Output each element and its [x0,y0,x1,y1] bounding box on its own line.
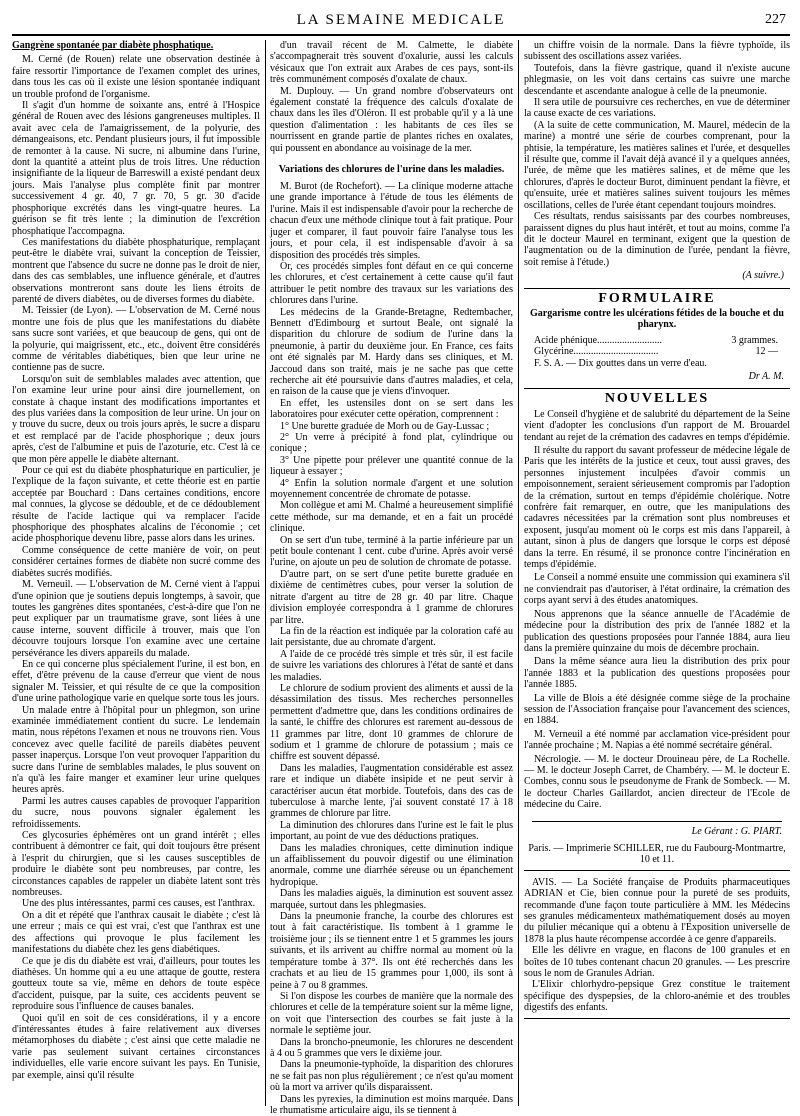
paragraph: Dans la pneumonie-typhoïde, la disparition des chlorures ne se fait pas non plus régulièrement ; ce n'est qu'au moment où la mort va arriver qu'ils disparaissent. [270,1059,513,1094]
column-1 [12,40,260,1106]
paragraph: En effet, les ustensiles dont on se sert dans les laboratoires pour exécuter cette opération, comprennent : [270,397,513,421]
paragraph: Dans les maladies chroniques, cette diminution indique un affaiblissement du pouvoir digestif ou une élimination anormale, comme une diarrhée séreuse ou un épanchement hydropique. [270,842,513,888]
news-item: M. Verneuil a été nommé par acclamation vice-président pour l'année prochaine ; M. Napias a été nommé secrétaire général. [524,728,790,752]
column-rule [265,40,266,1106]
paragraph: 2° Un verre à précipité à fond plat, cylindrique ou conique ; [270,432,513,455]
ad-paragraph: L'Elixir chlorhydro-pepsique Grez constitue le traitement spécifique des dyspepsies, de la chloro-anémie et des troubles digestifs des enfants. [524,979,790,1014]
nouvelles-title: NOUVELLES [524,388,790,404]
section-title: Variations des chlorures de l'urine dans les maladies. [278,164,505,176]
formula-instruction: F. S. A. — Dix gouttes dans un verre d'eau. [534,357,707,369]
formula-qty: 3 grammes. [731,334,778,346]
paragraph: Lorsqu'on suit de semblables malades avec attention, que l'on examine leur urine pour ainsi dire journellement, on constate à chaque instant des modifications importantes et des plus variées dans la composition de leur urine. Un jour on y trouve du sucre, deux ou trois jours après, le sucre a disparu et est remplacé par de l'acide phosphorique ; deux jours après, c'est de l'albumine et puis de l'azoturie, etc. C'est là ce que mon père appelle le diabète alternant. [12,373,260,465]
paragraph: A l'aide de ce procédé très simple et très sûr, il est facile de suivre les variations des chlorures à l'état de santé et dans les maladies. [270,648,513,683]
paragraph: On se sert d'un tube, terminé à la partie inférieure par un petit boule contenant 1 cent. cube d'urine. Après avoir versé l'urine, on ajoute un peu de solution de chromate de potasse. [270,534,513,569]
a-suivre-note: (A suivre.) [742,270,784,282]
column-rule [518,40,519,1106]
formula-item: Acide phénique.......................... [534,334,663,346]
formula-qty: 12 — [755,346,778,358]
running-head [12,12,790,36]
paragraph: Si l'on dispose les courbes de manière que la normale des chlorures et celle de la température soient sur la même ligne, on voit que l'intersection des courbes se fait juste à la normale le septième jour. [270,990,513,1037]
paragraph: Il sera utile de poursuivre ces recherches, en vue de déterminer la cause exacte de ces variations. [524,97,790,120]
paragraph: M. Duplouy. — Un grand nombre d'observateurs ont également constaté la fréquence des calculs d'oxalate de chaux dans les îles d'Oléron. Il est probable qu'il y a là une question d'alimentation : les habitants de ces îles se nourrissent en grande partie de plantes riches en oxalates, qui poussent en abondance au voisinage de la mer. [270,85,513,154]
paragraph: Ce que je dis du diabète est vrai, d'ailleurs, pour toutes les diathèses. Un homme qui a eu une attaque de goutte, restera goutteux toute sa vie, même en dehors de toute espèce d'accident, puisque, par la suite, ces accidents peuvent se reproduire sous l'influence de causes banales. [12,955,260,1013]
paragraph: Pour ce qui est du diabète phosphaturique en particulier, je l'explique de la façon suivante, et cette théorie est en partie acceptée par Bouchard : Dans certaines conditions, encore mal connues, la glycose se dédouble, et de ce dédoublement résulte de l'acide lactique qui va remplacer l'acide phosphorique des phosphates alcalins de l'économie ; cet acide phosphorique devenu libre, passe alors dans les urines. [12,465,260,545]
paragraph: Parmi les autres causes capables de provoquer l'apparition du sucre, nous pouvons signaler également les refroidissements. [12,795,260,830]
paragraph: Dans la pneumonie franche, la courbe des chlorures est tout à fait caractéristique. Ils tombent à 1 gramme le troisième jour ; ils se tiennent entre 1 et 5 grammes les jours suivants, et ils arrivent au chiffre normal au moment où la température tombe à 37°. Ils ont été recherchés dans les crachats et au lieu de 15 grammes pour 1,000, ils sont à peine à 7 ou 8 grammes. [270,911,513,991]
paragraph: Dans les maladies aiguës, la diminution est souvent assez marquée, surtout dans les phlegmasies. [270,888,513,911]
paragraph: (A la suite de cette communication, M. Maurel, médecin de la marine) a montré une série de courbes comprenant, pour la phtisie, la température, les matières salines et l'urée, et desquelles il résulte que, comme il l'avait déjà avancé il y a quelques années, l'urée, de même que les matières salines, et de même que les chlorures, d'après le docteur Burot, diminuent pendant la fièvre, et qu'ensuite, urée et matières salines suivent toujours les mêmes oscillations, celles de l'urée étant cependant toujours moindres. [524,119,790,211]
paragraph: M. Teissier (de Lyon). — L'observation de M. Cerné nous montre une fois de plus que les manifestations du diabète sans sucre sont variées, et que beaucoup de gens, qui ont de la polyurie, qui maigrissent, etc., etc., doivent être considérés comme de véritables diabétiques, bien que leur urine ne contienne pas de sucre. [12,305,260,374]
columns [12,40,790,1116]
paragraph: Le chlorure de sodium provient des aliments et aussi de la désassimilation des tissus. Mes recherches personnelles permettent d'admettre que, dans les conditions ordinaires de la santé, le chiffre des chlorures est rarement au-dessous de 11 grammes par litre, dont 10 grammes de chlorure de sodium et 1 gramme de chlorure de potassium ; mais ce chiffre est souvent dépassé. [270,682,513,763]
paragraph: 1° Une burette graduée de Morh ou de Gay-Lussac ; [280,420,490,432]
paragraph: Ces glycosuries éphémères ont un grand intérêt ; elles contribuent à démontrer ce fait, qui doit toujours être présent à l'esprit du chirurgien, que si les causes susceptibles de produire le diabète sont peu nombreuses, par contre, les circonstances capables de rappeler un diabète latent sont très nombreuses. [12,830,260,899]
column-3 [524,40,790,1106]
formula-line [524,335,790,346]
formulaire-subtitle: Gargarisme contre les ulcérations fétides de la bouche et du pharynx. [530,307,784,331]
ad-paragraph: AVIS. — La Société française de Produits pharmaceutiques ADRIAN et Cie, bien connue pour la pureté de ses produits, recommande d'une façon toute particulière à MM. les Médecins ses granules médicamenteux mathématiquement dosés au moyen du pilulier mécanique qui a obtenu à l'Exposition universelle de 1878 la plus haute récompense accordée à ce genre d'appareils. [524,876,790,945]
paragraph: Toutefois, dans la fièvre gastrique, quand il n'existe aucune phlegmasie, on les voit dans certains cas suivre une marche descendante et ascendante analogue à celle de la pneumonie. [524,62,790,97]
paragraph: La fin de la réaction est indiquée par la coloration café au lait persistante, due au chromate d'argent. [270,625,513,649]
formula-signature: Dr A. M. [748,370,784,382]
news-item: Nous apprenons que la séance annuelle de l'Académie de médecine pour la distribution des prix de l'année 1882 et la publication des questions proposées pour l'année 1884, aura lieu dans la première quinzaine du mois de décembre prochain. [524,608,790,654]
news-item: La ville de Blois a été désignée comme siège de la prochaine session de l'Association française pour l'avancement des sciences, en 1884. [524,692,790,727]
paragraph: Dans la broncho-pneumonie, les chlorures ne descendent à 4 ou 5 grammes que vers le dixième jour. [270,1036,513,1059]
paragraph: Une des plus intéressantes, parmi ces causes, est l'anthrax. [22,898,256,910]
paragraph: M. Verneuil. — L'observation de M. Cerné vient à l'appui d'une opinion que je soutiens depuis longtemps, à savoir, que toutes les gangrènes dites spontanées, c'est-à-dire que l'on ne peut expliquer par un traumatisme grave, sont liées à une cause interne, souvent difficile à trouver, mais que l'on découvre toujours lorsque l'on examine avec une certaine persévérance les divers appareils du malade. [12,579,260,659]
paragraph: Dans les pyrexies, la diminution est moins marquée. Dans le rhumatisme articulaire aigu, ils se tiennent à [270,1093,513,1116]
paragraph: On a dit et répété que l'anthrax causait le diabète ; c'est là une erreur ; mais ce qui est vrai, c'est que l'anthrax est une des affections qui provoque le plus facilement les manifestations du diabète chez les gens diabétiques. [12,909,260,956]
paragraph: Ces manifestations du diabète phosphaturique, remplaçant peut-être le diabète vrai, suivant la conception de Teissier, montrent que l'absence du sucre ne donne pas le droit de nier, dans des cas semblables, une influence générale, et d'autres observations montreront sans doute les liens étroits de parenté de divers diabètes, ou de diverses formes du diabète. [12,236,260,305]
paragraph: 3° Une pipette pour prélever une quantité connue de la liqueur à essayer ; [270,454,513,478]
column-2 [270,40,513,1116]
gerant-line: Le Gérant : G. PIART. [532,821,782,837]
paragraph: un chiffre voisin de la normale. Dans la fièvre typhoïde, ils subissent des oscillations assez variées. [524,40,790,63]
news-item: Nécrologie. — M. le docteur Drouineau père, de La Rochelle. — M. le docteur Joseph Carret, de Chambéry. — M. le docteur E. Combes, connu sous le pseudonyme de Frank de Sombeck. — M. le docteur Charles Gaillardot, ancien directeur de l'Ecole de médecine du Caire. [524,753,790,811]
paragraph: Quoi qu'il en soit de ces considérations, il y a encore d'intéressantes études à faire relativement aux diverses métamorphoses du diabète ; c'est ainsi que cette maladie ne varie pas seulement suivant certaines circonstances individuelles, elle varie encore suivant les pays. En Tunisie, par exemple, ainsi qu'il résulte [12,1012,260,1081]
paragraph: Mon collègue et ami M. Chalmé a heureusement simplifié cette méthode, sur ma demande, et en a fait un procédé clinique. [270,500,513,535]
paragraph: Les médecins de la Grande-Bretagne, Redtembacher, Bennett d'Edimbourg et surtout Beale, ont signalé la disparition du chlorure de sodium de l'urine dans la pneumonie, à partir du deuxième jour. En France, ces faits ont été signalés par M. Hardy dans ses cliniques, et M. Jaccoud dans son traité, mais je ne sache pas que cette recherche ait été poursuivie dans d'autres maladies, et cela, en raison de la cause que je viens d'invoquer. [270,306,513,398]
news-item: Le Conseil d'hygiène et de salubrité du département de la Seine vient d'adopter les conclusions d'un rapport de M. Brouardel tendant au rejet de la crémation des cadavres en temps d'épidémie. [524,408,790,443]
journal-title: LA SEMAINE MEDICALE [296,12,506,28]
paragraph: Dans les maladies, l'augmentation considérable est assez rare et indique un diabète insipide et ne peut servir à caractériser aucun état morbide. Toutefois, dans des cas de tuberculose à marche lente, j'ai souvent constaté 17 à 18 grammes de chlorure par litre. [270,762,513,820]
paragraph: M. Cerné (de Rouen) relate une observation destinée à faire ressortir l'importance de l'examen complet des urines, dans tous les cas où il existe une lésion spontanée indiquant un trouble profond de l'organisme. [12,54,260,100]
paragraph: d'un travail récent de M. Calmette, le diabète s'accompagnerait très souvent d'oxalurie, aussi les calculs vésicaux que l'on extrait aux Arabes de ces pays, sont-ils très communément composés d'oxalate de chaux. [270,40,513,86]
printer-imprint: Paris. — Imprimerie SCHILLER, rue du Faubourg-Montmartre, 10 et 11. [524,843,790,871]
paragraph: Comme conséquence de cette manière de voir, on peut considérer certaines formes de diabète non sucré comme des diabètes sucrés modifiés. [12,544,260,579]
news-item: Il résulte du rapport du savant professeur de médecine légale de Paris que les intérêts de la justice et ceux, tout aussi graves, des personnes injustement inculpées d'avoir commis un empoisonnement, seraient sérieusement compromis par l'adoption de la crémation, surtout en temps d'épidémie cholérique. Notre confrère fait remarquer, en outre, que les manipulations des cadavres nécessitées par la crémation sont plus nombreuses et exposent, jusqu'au moment où le corps est mis dans l'appareil, à autant, sinon à plus de dangers que lorsque le corps est déposé dans la terre. En résumé, il se prononce contre l'incinération en temps d'épidémie. [524,445,790,571]
news-item: Le Conseil a nommé ensuite une commission qui examinera s'il ne conviendrait pas d'autoriser, à l'état ordinaire, la crémation des corps ayant servi à des études anatomiques. [524,572,790,607]
news-item: Dans la même séance aura lieu la distribution des prix pour l'année 1883 et la publication des questions proposées pour l'année 1885. [524,656,790,691]
paragraph: D'autre part, on se sert d'une petite burette graduée en dixième de centimètres cubes, pour verser la solution de nitrate d'argent au titre de 28 gr. 40 par litre. Chaque division employée correspondra à 1 gramme de chlorures par litre. [270,568,513,626]
formula-line [524,346,790,357]
ad-paragraph: Elle les délivre en vrague, en flacons de 100 granules et en boîtes de 10 tubes contenant chacun 20 granules. — Les prescrire sous le nom de Granules Adrian. [524,945,790,980]
paragraph: 4° Enfin la solution normale d'argent et une solution moyennement concentrée de chromate de potasse. [270,477,513,501]
article-heading: Gangrène spontanée par diabète phosphatique. [12,40,214,51]
page-number: 227 [765,12,786,27]
paragraph: Or, ces procédés simples font défaut en ce qui concerne les chlorures, et c'est certainement à cette cause qu'il faut attribuer le petit nombre des travaux sur les variations des chlorures dans l'urine. [270,260,513,307]
advertisement [524,877,790,1019]
paragraph: M. Burot (de Rochefort). — La clinique moderne attache une grande importance à l'étude de tous les éléments de l'urine. Mais il est indispensable d'avoir pour la recherche de chacun d'eux une méthode clinique tout à fait pratique. Pour juger et comparer, il faut pouvoir faire l'analyse tous les jours, et pour cela, il est indispensable d'avoir à sa disposition des procédés très simples. [270,181,513,261]
paragraph: La diminution des chlorures dans l'urine est le fait le plus important, au point de vue des déductions pratiques. [270,819,513,843]
formulaire-title: FORMULAIRE [524,288,790,304]
formula-item: Glycérine.................................. [534,346,659,358]
paragraph: Un malade entre à l'hôpital pour un phlegmon, son urine examinée immédiatement contient du sucre. Le lendemain matin, nous répétons l'examen et nous ne trouvons rien. Vous concevez avec quelle facilité de pareils diabètes peuvent passer inaperçus. Lorsque l'on veut provoquer l'apparition du sucre dans l'urine de semblables malades, le plus souvent on n'a qu'à les faire manger et examiner leur urine quelques heures après. [12,704,260,796]
paragraph: Ces résultats, rendus saisissants par des courbes nombreuses, paraissent dignes du plus haut intérêt, et tout au moins, comme l'a dit le docteur Maurel en terminant, exigent que la question de l'augmentation ou de la diminution de l'urée, pendant la fièvre, soit remise à l'étude.) [524,211,790,268]
paragraph: Il s'agit d'un homme de soixante ans, entré à l'Hospice général de Rouen avec des lésions gangreneuses multiples. Il avait avec cela de l'amaigrissement, de la polyurie, des démangeaisons, etc. Pendant plusieurs jours, il fut impossible de remonter à la cause. Ni sucre, ni albumine dans l'urine, dont la quantité a atteint plus de trois litres. Une réduction insignifiante de la liqueur de Barreswill a existé pendant deux jours. Mais l'analyse plus complète finit par montrer successivement 4 gr. 40, 7 gr. 70, 5 gr. 30 d'acide phosphorique excrétés dans les vingt-quatre heures. La guérison se fit très lente ; la diminution de l'excrétion phosphatique l'accompagna. [12,100,260,237]
paragraph: En ce qui concerne plus spécialement l'urine, il est bon, en effet, d'être prévenu de la cause d'erreur que vient de nous signaler M. Teissier, et qui résulte de ce que la composition d'une urine pathologique varie en quelque sorte tous les jours. [12,658,260,705]
